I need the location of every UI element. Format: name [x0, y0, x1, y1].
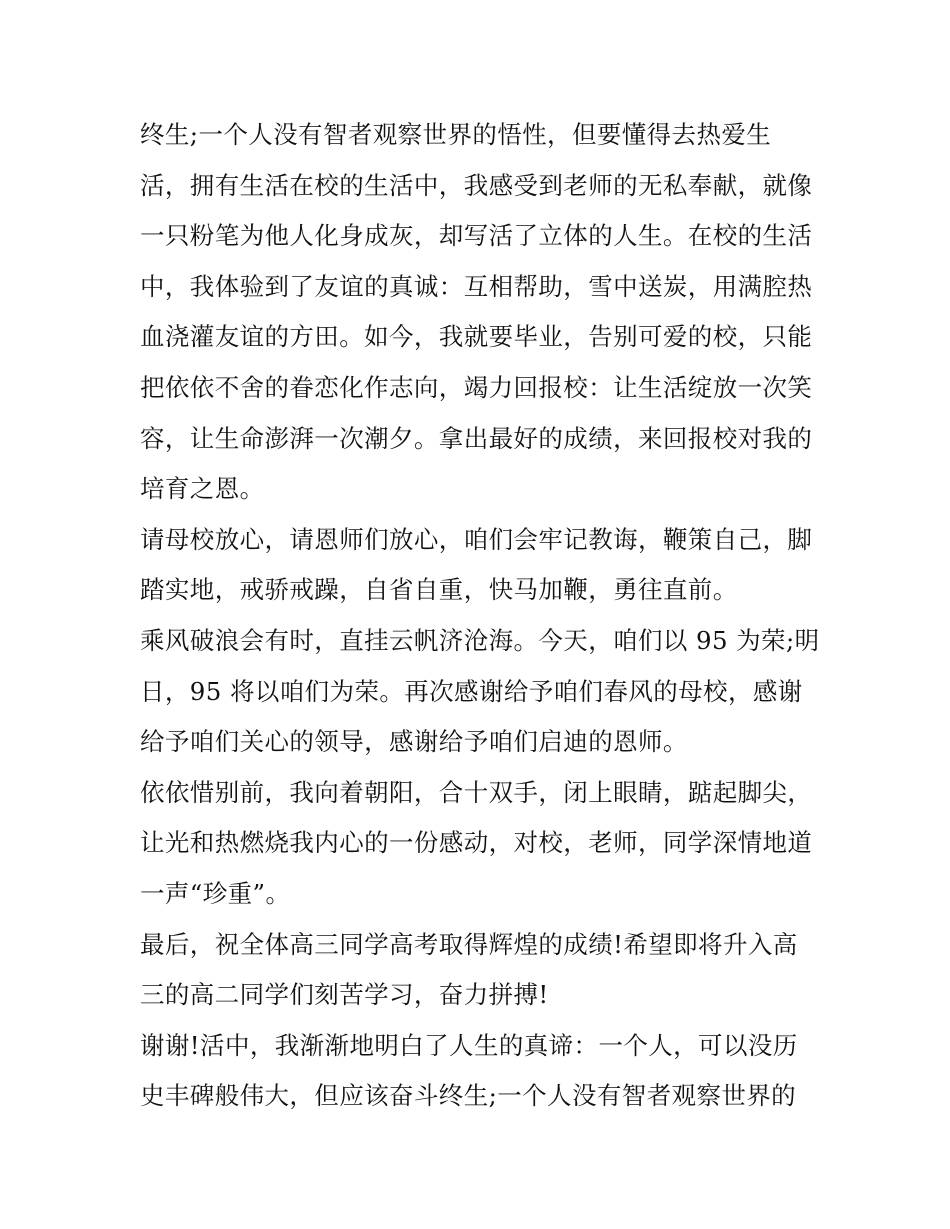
text-line-9: 请母校放心，请恩师们放心，咱们会牢记教诲，鞭策自己，脚 — [140, 524, 813, 554]
text-line-15: 让光和热燃烧我内心的一份感动，对校，老师，同学深情地道 — [140, 828, 813, 858]
text-line-14: 依依惜别前，我向着朝阳，合十双手，闭上眼睛，踮起脚尖， — [140, 777, 813, 807]
text-line-4: 中，我体验到了友谊的真诚：互相帮助，雪中送炭，用满腔热 — [140, 271, 813, 301]
text-line-10: 踏实地，戒骄戒躁，自省自重，快马加鞭，勇往直前。 — [140, 575, 738, 605]
text-line-6: 把依依不舍的眷恋化作志向，竭力回报校：让生活绽放一次笑 — [140, 372, 813, 402]
text-line-8: 培育之恩。 — [140, 474, 265, 504]
text-line-19: 谢谢!活中，我渐渐地明白了人生的真谛：一个人，可以没历 — [140, 1030, 798, 1060]
text-line-2: 活，拥有生活在校的生活中，我感受到老师的无私奉献，就像 — [140, 170, 813, 200]
text-line-7: 容，让生命澎湃一次潮夕。拿出最好的成绩，来回报校对我的 — [140, 423, 813, 453]
text-line-16: 一声“珍重”。 — [140, 878, 291, 908]
text-line-1: 终生;一个人没有智者观察世界的悟性，但要懂得去热爱生 — [140, 120, 772, 149]
text-line-11: 乘风破浪会有时，直挂云帆济沧海。今天，咱们以 95 为荣;明 — [140, 625, 820, 655]
text-line-12: 日，95 将以咱们为荣。再次感谢给予咱们春风的母校，感谢 — [140, 676, 803, 706]
text-line-13: 给予咱们关心的领导，感谢给予咱们启迪的恩师。 — [140, 727, 688, 757]
text-line-3: 一只粉笔为他人化身成灰，却写活了立体的人生。在校的生活 — [140, 221, 813, 251]
body-text — [140, 110, 830, 1122]
text-line-20: 史丰碑般伟大，但应该奋斗终生;一个人没有智者观察世界的 — [140, 1081, 797, 1111]
text-line-5: 血浇灌友谊的方田。如今，我就要毕业，告别可爱的校，只能 — [140, 322, 813, 352]
text-line-17: 最后，祝全体高三同学高考取得辉煌的成绩!希望即将升入高 — [140, 929, 798, 959]
text-line-18: 三的高二同学们刻苦学习，奋力拼搏! — [140, 980, 549, 1010]
